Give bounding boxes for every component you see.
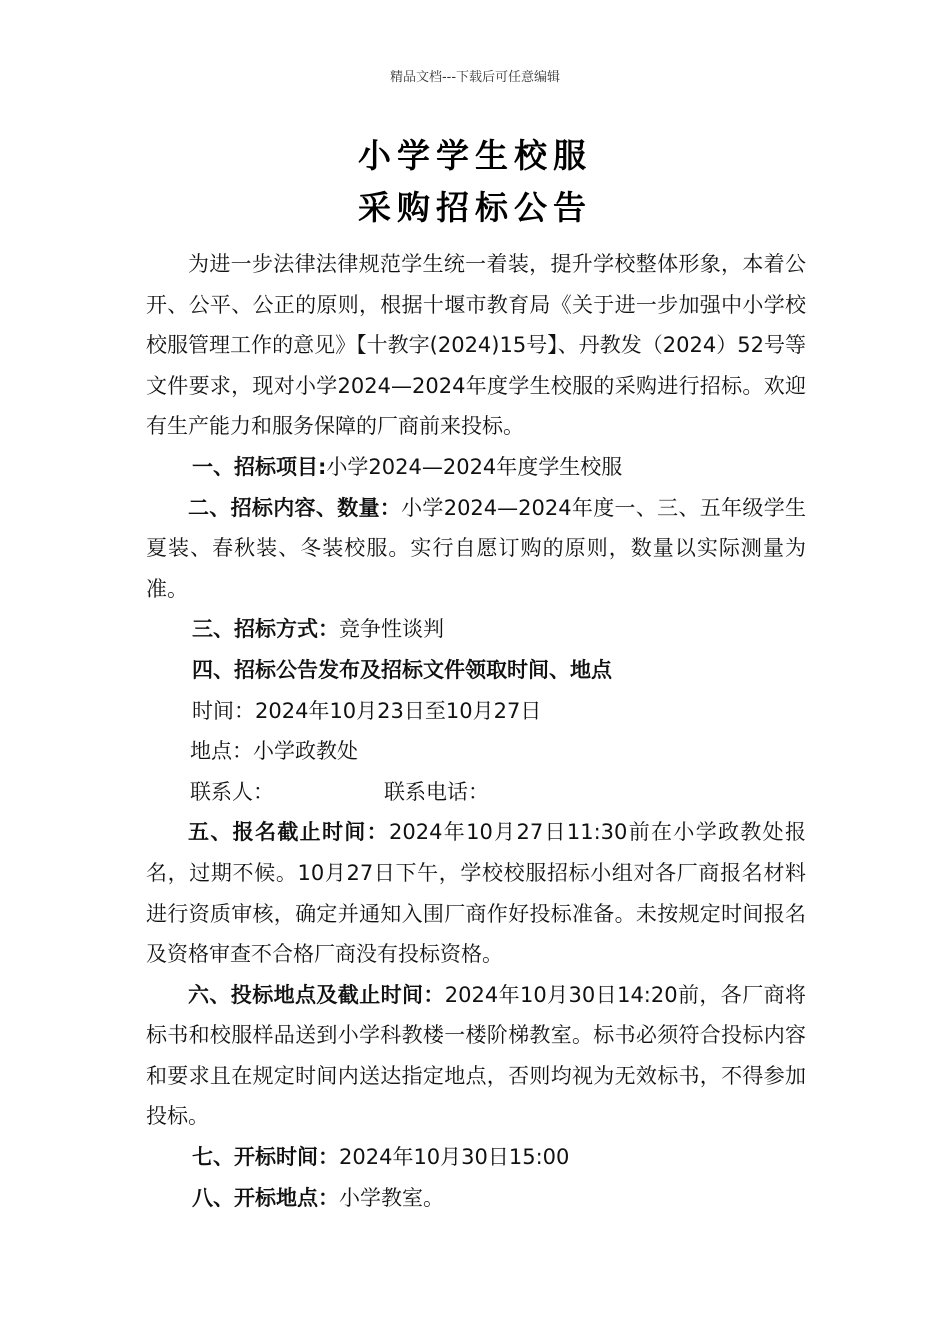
document-title-line2: 采购招标公告 [358, 188, 592, 227]
section-5-text: 2024年10月27日11:30前在小学政教处报名，过期不候。10月27日下午，学校校服招标小组对各厂商报名材料进行资质审核，确定并通知入围厂商作好投标准备。未按规定时间报名及资格审查不合格厂商没有投标资格。 [146, 820, 807, 967]
document-body [146, 244, 806, 1218]
section-6 [146, 975, 806, 1137]
section-7-heading: 七、开标时间： [192, 1145, 339, 1170]
section-3-text: 竞争性谈判 [339, 617, 444, 642]
section-7-text: 2024年10月30日15:00 [339, 1145, 570, 1170]
document-title-line1: 小学学生校服 [358, 136, 592, 175]
section-1-text: 小学2024—2024年度学生校服 [326, 454, 623, 479]
section-8-heading: 八、开标地点： [192, 1185, 339, 1210]
section-3 [146, 609, 806, 650]
header-note: 精品文档---下载后可任意编辑 [389, 70, 561, 85]
phone-label: 联系电话： [384, 779, 489, 804]
section-2-text: 小学2024—2024年度一、三、五年级学生夏装、春秋装、冬装校服。实行自愿订购的原则，数量以实际测量为准。 [146, 495, 806, 601]
section-8-text: 小学教室。 [339, 1185, 444, 1210]
section-2-heading: 二、招标内容、数量： [188, 495, 402, 520]
time-line: 时间：2024年10月23日至10月27日 [192, 698, 542, 723]
section-2 [146, 488, 806, 610]
section-3-heading: 三、招标方式： [192, 617, 339, 642]
contact-line [146, 772, 806, 813]
section-5-heading: 五、报名截止时间： [188, 820, 389, 845]
section-4 [146, 650, 806, 691]
section-1 [146, 447, 806, 488]
section-6-heading: 六、投标地点及截止时间： [188, 982, 445, 1007]
section-7 [146, 1137, 806, 1178]
place-line: 地点：小学政教处 [190, 739, 358, 764]
section-5 [146, 812, 806, 974]
intro-paragraph: 为进一步法律法律规范学生统一着装，提升学校整体形象，本着公开、公平、公正的原则，根据十堰市教育局《关于进一步加强中小学校校服管理工作的意见》【十教字(2024)15号】、丹教发（2024）52号等文件要求，现对小学2024—2024年度学生校服的采购进行招标。欢迎有生产能力和服务保障的厂商前来投标。 [146, 252, 806, 439]
section-6-text: 2024年10月30日14:20前，各厂商将标书和校服样品送到小学科教楼一楼阶梯教室。标书必须符合投标内容和要求且在规定时间内送达指定地点，否则均视为无效标书，不得参加投标。 [146, 982, 806, 1129]
section-1-heading: 一、招标项目: [192, 454, 327, 479]
section-8 [146, 1178, 806, 1219]
section-4-heading: 四、招标公告发布及招标文件领取时间、地点 [192, 657, 612, 682]
contact-label: 联系人： [190, 779, 274, 804]
